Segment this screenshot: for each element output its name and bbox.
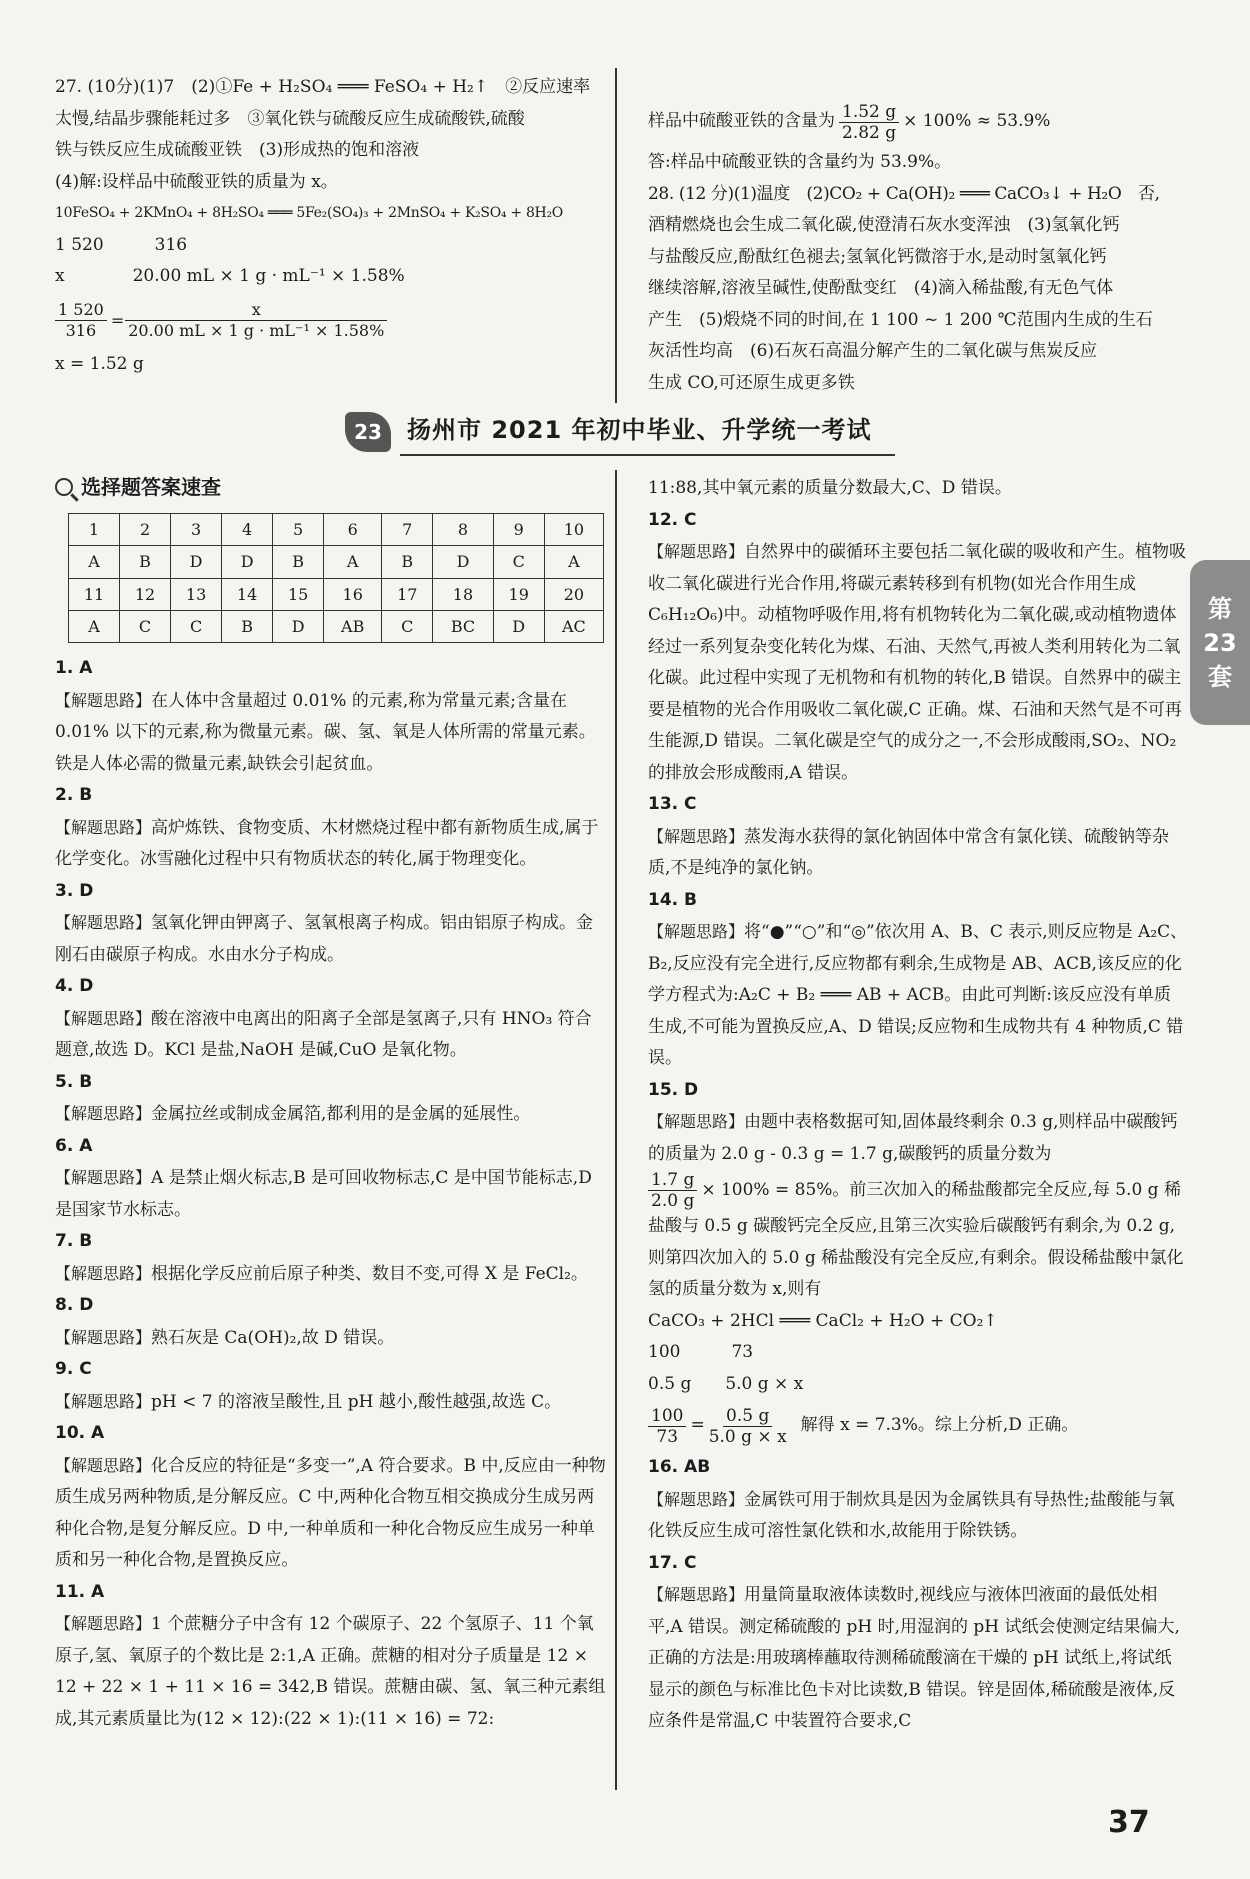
q15-text: × 100% = 85%。前三次加入的稀盐酸都完全反应,每 5.0 g 稀盐酸与 0.5 g 碳酸钙完全反应,且第三次实验后碳酸钙有剩余,为 0.2 g,则第四次加入的 5.0 g 稀盐酸没有完全反应,有剩余。假设稀盐酸中氯化氢的质量分数为 x,则有 — [648, 1180, 1184, 1299]
answer-cell: D — [171, 546, 222, 578]
content-line — [648, 97, 1188, 147]
explanation-text: 高炉炼铁、食物变质、木材燃烧过程中都有新物质生成,属于化学变化。冰雪融化过程中只有物质状态的转化,属于物理变化。 — [55, 817, 599, 869]
explanation-text: A 是禁止烟火标志,B 是可回收物标志,C 是中国节能标志,D 是国家节水标志。 — [55, 1168, 592, 1220]
solution-tag: 【解题思路】 — [55, 1455, 152, 1475]
q27-line: 27. (10分)(1)7 (2)①Fe + H₂SO₄ ═══ FeSO₄ + H₂↑ ②反应速率 — [55, 77, 591, 97]
frac-denominator: 73 — [656, 1426, 679, 1447]
answer-cell: 5 — [273, 514, 324, 546]
solution-tag: 【解题思路】 — [55, 1614, 152, 1633]
answer-cell: B — [382, 546, 433, 578]
question-number — [55, 1418, 607, 1450]
question-number-text: 16. AB — [648, 1457, 711, 1477]
q27-fraction-line — [55, 293, 610, 349]
q28-line: 28. (12 分)(1)温度 (2)CO₂ + Ca(OH)₂ ═══ CaCO₃↓ + H₂O 否, — [648, 183, 1160, 204]
answer-cell: A — [69, 546, 120, 578]
exam-banner — [345, 410, 895, 456]
q15-equation: CaCO₃ + 2HCl ═══ CaCl₂ + H₂O + CO₂↑ — [648, 1310, 998, 1331]
frac-numerator: x — [125, 300, 387, 321]
answer-cell: D — [433, 546, 493, 578]
explanation — [648, 1106, 1188, 1170]
answer-table — [68, 513, 604, 643]
explanation-text: 金属拉丝或制成金属箔,都利用的是金属的延展性。 — [151, 1104, 531, 1124]
answer-cell: BC — [433, 610, 493, 642]
content-suffix: × 100% ≈ 53.9% — [903, 111, 1051, 132]
explanation-text: 用量筒量取液体读数时,视线应与液体凹液面的最低处相平,A 错误。测定稀硫酸的 pH 时,用湿润的 pH 试纸会使测定结果偏大,正确的方法是:用玻璃棒蘸取待测稀硫酸滴在干燥的 pH 试纸上,将试纸显示的颜色与标准比色卡对比读数,B 错误。锌是固体,稀硫酸是液体,反应条件是常温,C 中装置符合要求,C — [648, 1585, 1180, 1731]
equals-sign: = — [690, 1415, 705, 1436]
answer-cell: AC — [544, 610, 603, 642]
q28-line: 生成 CO,可还原生成更多铁 — [648, 372, 855, 393]
q15-number: 15. D — [648, 1079, 699, 1100]
solution-tag: 【解题思路】 — [55, 1263, 152, 1283]
solution-tag: 【解题思路】 — [55, 1008, 152, 1028]
answer-cell: 9 — [493, 514, 544, 546]
explanation-text: 根据化学反应前后原子种类、数目不变,可得 X 是 FeCl₂。 — [151, 1263, 588, 1284]
question-number-text: 4. D — [55, 976, 94, 996]
answer-cell: 7 — [382, 514, 433, 546]
magnifier-icon — [55, 478, 73, 496]
answer-cell: 12 — [120, 578, 171, 610]
answer-cell: C — [171, 610, 222, 642]
answer-items — [648, 1452, 1188, 1738]
answer-table-row — [69, 610, 604, 642]
explanation-text: 熟石灰是 Ca(OH)₂,故 D 错误。 — [151, 1327, 395, 1348]
page-number: 37 — [1108, 1805, 1150, 1840]
lower-right-column — [648, 473, 1188, 1738]
answer-cell: 18 — [433, 578, 493, 610]
question-number-text: 14. B — [648, 889, 697, 910]
answer-cell: 8 — [433, 514, 493, 546]
question-number-text: 11. A — [55, 1581, 105, 1602]
q15-ratio-line: 100 73 — [648, 1342, 754, 1362]
q28-line: 继续溶解,溶液呈碱性,使酚酞变红 (4)滴入稀盐酸,有无色气体 — [648, 278, 1114, 298]
question-number-text: 7. B — [55, 1231, 93, 1251]
q27-result: x = 1.52 g — [55, 353, 144, 374]
answer-cell: A — [324, 546, 382, 578]
q15-text: 解得 x = 7.3%。综上分析,D 正确。 — [800, 1415, 1079, 1436]
frac-numerator: 1.7 g — [648, 1170, 697, 1191]
question-number — [55, 1226, 607, 1258]
q27-equation: 10FeSO₄ + 2KMnO₄ + 8H₂SO₄ ═══ 5Fe₂(SO₄)₃ + 2MnSO₄ + K₂SO₄ + 8H₂O — [55, 205, 563, 221]
explanation-text: 在人体中含量超过 0.01% 的元素,称为常量元素;含量在 0.01% 以下的元素,称为微量元素。碳、氢、氧是人体所需的常量元素。铁是人体必需的微量元素,缺铁会引起贫血。 — [55, 690, 596, 774]
answer-cell: 17 — [382, 578, 433, 610]
column-divider-bottom — [615, 470, 617, 1790]
q28-line: 灰活性均高 (6)石灰石高温分解产生的二氧化碳与焦炭反应 — [648, 341, 1098, 361]
answer-cell: 1 — [69, 514, 120, 546]
q15-fraction-line — [648, 1400, 1188, 1452]
question-number-text: 8. D — [55, 1295, 94, 1315]
answer-cell: A — [544, 546, 603, 578]
solution-tag: 【解题思路】 — [648, 1112, 745, 1131]
q11-continuation: 11:88,其中氧元素的质量分数最大,C、D 错误。 — [648, 478, 1012, 498]
question-number-text: 12. C — [648, 509, 697, 530]
question-number — [55, 1577, 607, 1609]
content-prefix: 样品中硫酸亚铁的含量为 — [648, 111, 835, 132]
side-tab-char: 套 — [1208, 662, 1232, 691]
answer-cell: C — [382, 610, 433, 642]
question-number-text: 3. D — [55, 880, 94, 901]
answer-cell: D — [273, 610, 324, 642]
explanation — [55, 812, 607, 876]
frac-denominator: 20.00 mL × 1 g · mL⁻¹ × 1.58% — [128, 321, 385, 340]
frac-numerator: 0.5 g — [723, 1406, 772, 1427]
question-number-text: 2. B — [55, 785, 93, 805]
q28-line: 与盐酸反应,酚酞红色褪去;氢氧化钙微溶于水,是动时氢氧化钙 — [648, 246, 1107, 267]
solution-tag: 【解题思路】 — [55, 913, 152, 932]
set-number-badge: 23 — [345, 412, 391, 452]
frac-numerator: 1 520 — [55, 300, 107, 321]
question-number — [648, 1452, 1188, 1484]
explanation — [648, 1484, 1188, 1548]
frac-numerator: 100 — [648, 1406, 686, 1427]
explanation — [648, 536, 1188, 789]
solution-tag: 【解题思路】 — [55, 1327, 152, 1347]
explanation — [55, 1098, 607, 1131]
explanation-text: 金属铁可用于制炊具是因为金属铁具有导热性;盐酸能与氧化铁反应生成可溶性氯化铁和水,故能用于除铁锈。 — [648, 1489, 1175, 1541]
answer-items — [648, 505, 1188, 1075]
top-right-column — [648, 97, 1188, 399]
q27-line: (4)解:设样品中硫酸亚铁的质量为 x。 — [55, 171, 338, 192]
question-number — [55, 971, 607, 1003]
answer-cell: 6 — [324, 514, 382, 546]
question-number — [55, 653, 607, 685]
answer-cell: A — [69, 610, 120, 642]
answer-cell: 20 — [544, 578, 603, 610]
top-left-column — [55, 72, 610, 380]
question-number-text: 5. B — [55, 1071, 93, 1092]
question-number — [55, 780, 607, 812]
answer-cell: 11 — [69, 578, 120, 610]
frac-denominator: 2.0 g — [651, 1191, 695, 1211]
quick-check-title: 选择题答案速查 — [81, 475, 221, 499]
explanation — [55, 1386, 607, 1419]
explanation-text: 自然界中的碳循环主要包括二氧化碳的吸收和产生。植物吸收二氧化碳进行光合作用,将碳元素转移到有机物(如光合作用生成 C₆H₁₂O₆)中。动植物呼吸作用,将有机物转化为二氧化碳,或动植物遗体经过一系列复杂变化转化为煤、石油、天然气,再被人类利用转化为二氧化碳。此过程中实现了无机物和有机物的转化,B 错误。自然界中的碳主要是植物的光合作用吸收二氧化碳,C 正确。煤、石油和天然气是不可再生能源,D 错误。二氧化碳是空气的成分之一,不会形成酸雨,SO₂、NO₂ 的排放会形成酸雨,A 错误。 — [648, 542, 1187, 783]
solution-tag: 【解题思路】 — [648, 826, 745, 846]
explanation-text: 将“●”“○”和“◎”依次用 A、B、C 表示,则反应物是 A₂C、B₂,反应没有完全进行,反应物都有剩余,生成物是 AB、ACB,该反应的化学方程式为:A₂C + B₂ ═══ AB + ACB。由此可判断:该反应没有单质生成,不可能为置换反应,A、D 错误;反应物和生成物共有 4 种物质,C 错误。 — [648, 922, 1188, 1068]
explanation — [55, 1608, 607, 1735]
explanation-text: 氢氧化钾由钾离子、氢氧根离子构成。铝由铝原子构成。金刚石由碳原子构成。水由水分子构成。 — [55, 913, 594, 965]
q15-fraction-para — [648, 1170, 1188, 1306]
explanation — [55, 1450, 607, 1577]
q28-line: 酒精燃烧也会生成二氧化碳,使澄清石灰水变浑浊 (3)氢氧化钙 — [648, 215, 1120, 235]
frac-denominator: 5.0 g × x — [708, 1426, 787, 1447]
question-number-text: 1. A — [55, 658, 93, 678]
answer-cell: C — [493, 546, 544, 578]
answer-table-row — [69, 514, 604, 546]
solution-tag: 【解题思路】 — [55, 1104, 152, 1123]
explanation-text: 1 个蔗糖分子中含有 12 个碳原子、22 个氢原子、11 个氧原子,氢、氧原子的个数比是 2:1,A 正确。蔗糖的相对分子质量是 12 × 12 + 22 × 1 + 11 × 16 = 342,B 错误。蔗糖由碳、氢、氧三种元素组成,其元素质量比为(12 × 12):(22 × 1):(11 × 16) = 72: — [55, 1614, 606, 1729]
set-side-tab — [1190, 560, 1250, 725]
side-tab-char: 23 — [1203, 628, 1237, 657]
q27-line: 太慢,结晶步骤能耗过多 ③氧化铁与硫酸反应生成硫酸铁,硫酸 — [55, 108, 525, 129]
explanation-text: 酸在溶液中电离出的阳离子全部是氢离子,只有 HNO₃ 符合题意,故选 D。KCl 是盐,NaOH 是碱,CuO 是氧化物。 — [55, 1008, 592, 1060]
solution-tag: 【解题思路】 — [55, 817, 152, 837]
answer-table-row — [69, 578, 604, 610]
answer-cell: 13 — [171, 578, 222, 610]
explanation — [55, 907, 607, 971]
explanation — [55, 1003, 607, 1067]
explanation-text: 蒸发海水获得的氯化钠固体中常含有氯化镁、硫酸钠等杂质,不是纯净的氯化钠。 — [648, 826, 1170, 878]
answer-line: 答:样品中硫酸亚铁的含量约为 53.9%。 — [648, 152, 952, 172]
question-number-text: 9. C — [55, 1359, 92, 1379]
question-number — [648, 789, 1188, 821]
question-number — [648, 505, 1188, 537]
question-number — [55, 1354, 607, 1386]
frac-denominator: 316 — [65, 321, 97, 340]
question-number — [55, 1067, 607, 1099]
explanation — [648, 916, 1188, 1075]
solution-tag: 【解题思路】 — [55, 1168, 152, 1187]
q27-line: 1 520 316 — [55, 234, 188, 255]
question-number — [648, 885, 1188, 917]
explanation — [55, 1322, 607, 1355]
solution-tag: 【解题思路】 — [648, 1585, 745, 1604]
side-tab-char: 第 — [1208, 594, 1232, 623]
q27-line: x 20.00 mL × 1 g · mL⁻¹ × 1.58% — [55, 266, 405, 286]
explanation — [55, 1258, 607, 1291]
answer-cell: 3 — [171, 514, 222, 546]
answer-cell: B — [120, 546, 171, 578]
answer-cell: 19 — [493, 578, 544, 610]
answer-cell: 2 — [120, 514, 171, 546]
lower-left-column — [55, 653, 607, 1735]
explanation — [648, 821, 1188, 885]
question-number-text: 10. A — [55, 1423, 105, 1443]
answer-cell: 10 — [544, 514, 603, 546]
quick-check-heading — [55, 472, 221, 502]
equals-sign: = — [110, 310, 125, 330]
solution-tag: 【解题思路】 — [648, 542, 745, 561]
explanation — [648, 1579, 1188, 1738]
frac-denominator: 2.82 g — [842, 122, 897, 143]
answer-cell: 16 — [324, 578, 382, 610]
question-number — [648, 1548, 1188, 1580]
question-number-text: 13. C — [648, 794, 697, 814]
solution-tag: 【解题思路】 — [648, 1489, 745, 1509]
question-number — [55, 1131, 607, 1163]
question-number-text: 6. A — [55, 1135, 93, 1156]
q15-text: 由题中表格数据可知,固体最终剩余 0.3 g,则样品中碳酸钙的质量为 2.0 g - 0.3 g = 1.7 g,碳酸钙的质量分数为 — [648, 1112, 1178, 1164]
answer-cell: AB — [324, 610, 382, 642]
answer-cell: 14 — [222, 578, 273, 610]
banner-rule — [400, 454, 895, 456]
answer-cell: D — [493, 610, 544, 642]
explanation-text: 化合反应的特征是“多变一”,A 符合要求。B 中,反应由一种物质生成另两种物质,是分解反应。C 中,两种化合物互相交换成分生成另两种化合物,是复分解反应。D 中,一种单质和一种化合物反应生成另一种单质和另一种化合物,是置换反应。 — [55, 1455, 606, 1570]
answer-cell: D — [222, 546, 273, 578]
question-number — [55, 1290, 607, 1322]
explanation — [55, 685, 607, 781]
q27-line: 铁与铁反应生成硫酸亚铁 (3)形成热的饱和溶液 — [55, 140, 420, 160]
q15-ratio-line: 0.5 g 5.0 g × x — [648, 1373, 804, 1394]
answer-cell: 4 — [222, 514, 273, 546]
answer-cell: B — [222, 610, 273, 642]
explanation-text: pH < 7 的溶液呈酸性,且 pH 越小,酸性越强,故选 C。 — [151, 1391, 562, 1412]
frac-numerator: 1.52 g — [839, 102, 899, 123]
answer-cell: B — [273, 546, 324, 578]
answer-table-row — [69, 546, 604, 578]
question-number — [55, 876, 607, 908]
solution-tag: 【解题思路】 — [55, 690, 152, 710]
exam-title: 扬州市 2021 年初中毕业、升学统一考试 — [407, 416, 872, 444]
question-number — [648, 1075, 1188, 1107]
solution-tag: 【解题思路】 — [648, 922, 745, 941]
column-divider-top — [615, 68, 617, 403]
solution-tag: 【解题思路】 — [55, 1391, 152, 1411]
explanation — [55, 1162, 607, 1226]
answer-cell: C — [120, 610, 171, 642]
answer-cell: 15 — [273, 578, 324, 610]
question-number-text: 17. C — [648, 1552, 697, 1573]
q28-line: 产生 (5)煅烧不同的时间,在 1 100 ~ 1 200 ℃范围内生成的生石 — [648, 309, 1153, 330]
